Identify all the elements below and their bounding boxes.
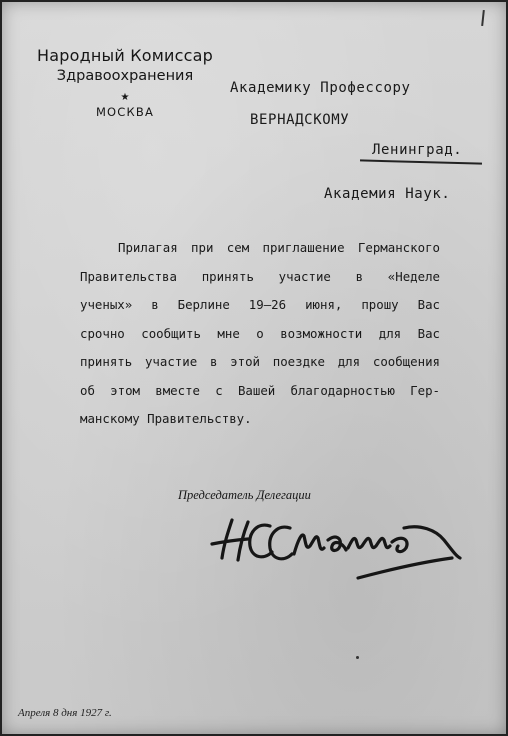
star-icon: ★ <box>120 92 130 103</box>
letterhead-city: МОСКВА <box>95 105 155 119</box>
recipient-title: Академику Профессору <box>230 80 411 96</box>
body-line: об этом вместе с Вашей благодарностью Гер- <box>80 382 440 398</box>
body-line: принять участие в этой поездке для сообщения <box>80 354 440 369</box>
letterhead-department: Здравоохранения <box>56 68 194 84</box>
recipient-name: ВЕРНАДСКОМУ <box>250 112 350 128</box>
letterhead <box>14 46 236 120</box>
body-line: ученых» в Берлине 19—26 июня, прошу Вас <box>80 297 440 312</box>
recipient-institution: Академия Наук. <box>324 186 451 202</box>
handwritten-signature <box>208 510 468 590</box>
recipient-city-underline <box>360 159 482 164</box>
body-line: Прилагая при сем приглашение Германского <box>118 240 440 255</box>
body-line: срочно сообщить мне о возможности для Вас <box>80 325 440 341</box>
body-line: манскому Правительству. <box>80 411 252 426</box>
paper-speck <box>356 656 359 659</box>
letter-body <box>80 234 440 434</box>
recipient-city: Ленинград. <box>372 142 463 158</box>
letter-date: Апреля 8 дня 1927 г. <box>18 707 112 719</box>
body-line: Правительства принять участие в «Неделе <box>80 268 440 284</box>
letterhead-title: Народный Комиссар <box>37 46 213 65</box>
edge-mark <box>481 10 485 26</box>
signature-caption: Председатель Делегации <box>178 488 311 502</box>
